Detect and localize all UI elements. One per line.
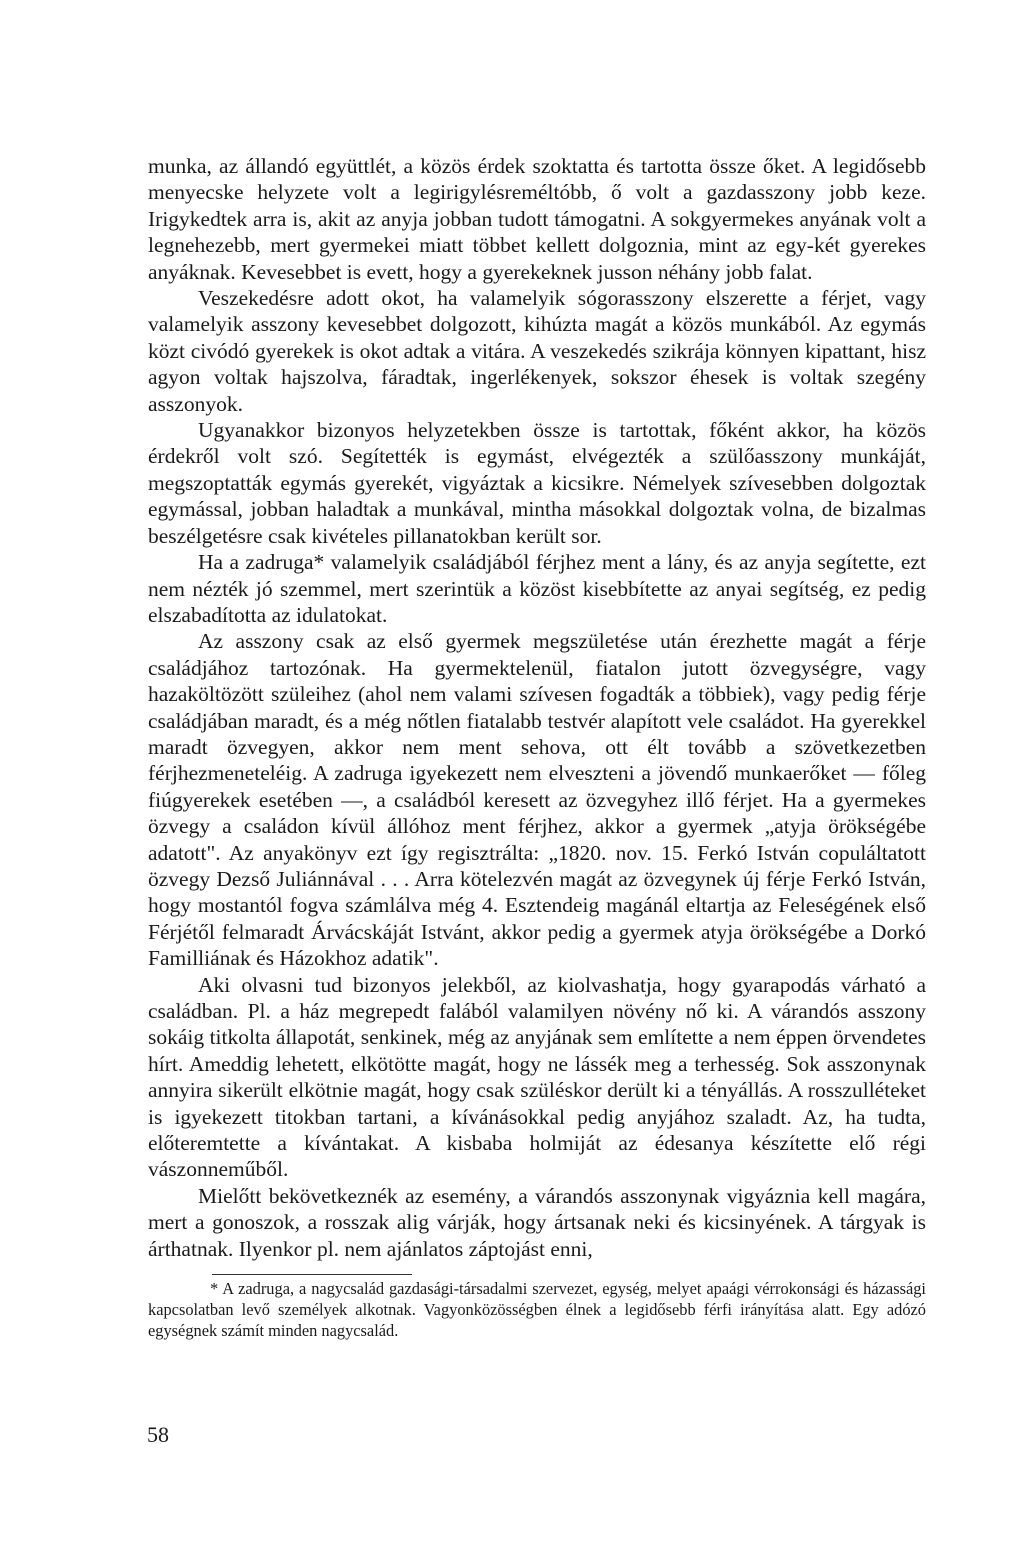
paragraph-7: Mielőtt bekövetkeznék az esemény, a várandós asszonynak vigyáznia kell magára, mert a gonoszok, a rosszak alig várják, hogy ártsanak neki és kicsinyének. A tárgyak is árthatnak. Ilyenkor pl. nem ajánlatos záptojást enni, — [148, 1183, 926, 1261]
paragraph-2: Veszekedésre adott okot, ha valamelyik sógorasszony elszerette a férjet, vagy valamelyik asszony kevesebbet dolgozott, kihúzta magát a közös munkából. Az egymás közt civódó gyerekek is okot adtak a vitára. A veszekedés szikrája könnyen kipattant, hisz agyon voltak hajszolva, fáradtak, ingerlékenyek, sokszor éhesek is voltak szegény asszonyok. — [148, 286, 926, 416]
paragraph-3: Ugyanakkor bizonyos helyzetekben össze is tartottak, főként akkor, ha közös érdekről volt szó. Segítették is egymást, elvégezték a szülőasszony munkáját, megszoptatták egymás gyerekét, vigyáztak a kicsikre. Némelyek szívesebben dolgoztak egymással, jobban haladtak a munkával, mintha másokkal dolgoztak volna, de bizalmas beszélgetésre csak kivételes pillanatokban került sor. — [148, 418, 926, 548]
paragraph-6: Aki olvasni tud bizonyos jelekből, az kiolvashatja, hogy gyarapodás várható a családban. Pl. a ház megrepedt falából valamilyen növény nő ki. A várandós asszony sokáig titkolta állapotát, senkinek, még az anyjának sem említette a nem éppen örvendetes hírt. Ameddig lehetett, elkötötte magát, hogy ne lássék meg a terhesség. Sok asszonynak annyira sikerült elkötnie magát, hogy csak szüléskor derült ki a tényállás. A rosszulléteket is igyekezett titokban tartani, a kívánásokkal pedig anyjához szaladt. Az, ha tudta, előteremtette a kívántakat. A kisbaba holmiját az édesanya készítette elő régi vászonneműből. — [148, 972, 926, 1182]
page-number: 58 — [147, 1422, 169, 1447]
paragraph-4: Ha a zadruga* valamelyik családjából férjhez ment a lány, és az anyja segítette, ezt nem nézték jó szemmel, mert szerintük a közöst kisebbítette az anyai segítség, ez pedig elszabadította az idulatokat. — [148, 550, 926, 627]
footnote-divider — [212, 1274, 412, 1275]
paragraph-1: munka, az állandó együttlét, a közös érdek szoktatta és tartotta össze őket. A legidősebb menyecske helyzete volt a legirigylésreméltóbb, ő volt a gazdasszony jobb keze. Irigykedtek arra is, akit az anyja jobban tudott támogatni. A sokgyermekes anyának volt a legnehezebb, mert gyermekei miatt többet kellett dolgoznia, mint az egy-két gyerekes anyáknak. Kevesebbet is evett, hogy a gyerekeknek jusson néhány jobb falat. — [148, 154, 926, 284]
footnote: * A zadruga, a nagycsalád gazdasági-társadalmi szervezet, egység, melyet apaági vérrokonsági és házassági kapcsolatban levő személyek alkotnak. Vagyonközösségben élnek a legidősebb férfi irányítása alatt. Egy adózó egységnek számít minden nagycsalád. — [148, 1279, 926, 1340]
paragraph-5: Az asszony csak az első gyermek megszületése után érezhette magát a férje családjához tartozónak. Ha gyermektelenül, fiatalon jutott özvegységre, vagy hazaköltözött szüleihez (ahol nem valami szívesen fogadták a többiek), vagy pedig férje családjában maradt, és a még nőtlen fiatalabb testvér alapított vele családot. Ha gyerekkel maradt özvegyen, akkor nem ment sehova, ott élt tovább a szövetkezetben férjhezmeneteléig. A zadruga igyekezett nem elveszteni a jövendő munkaerőket — főleg fiúgyerekek esetében —, a családból keresett az özvegyhez illő férjet. Ha a gyermekes özvegy a családon kívül állóhoz ment férjhez, akkor a gyermek „atyja örökségébe adatott". Az anyakönyv ezt így regisztrálta: „1820. nov. 15. Ferkó István copuláltatott özvegy Dezső Juliánnával . . . Arra kötelezvén magát az özvegynek új férje Ferkó István, hogy mostantól fogva számlálva még 4. Esztendeig magánál eltartja az Feleségének első Férjétől felmaradt Árvácskáját Istvánt, akkor pedig a gyermek atyja örökségébe a Dorkó Familliának és Házokhoz adatik". — [148, 629, 926, 971]
page-body — [148, 153, 926, 1341]
